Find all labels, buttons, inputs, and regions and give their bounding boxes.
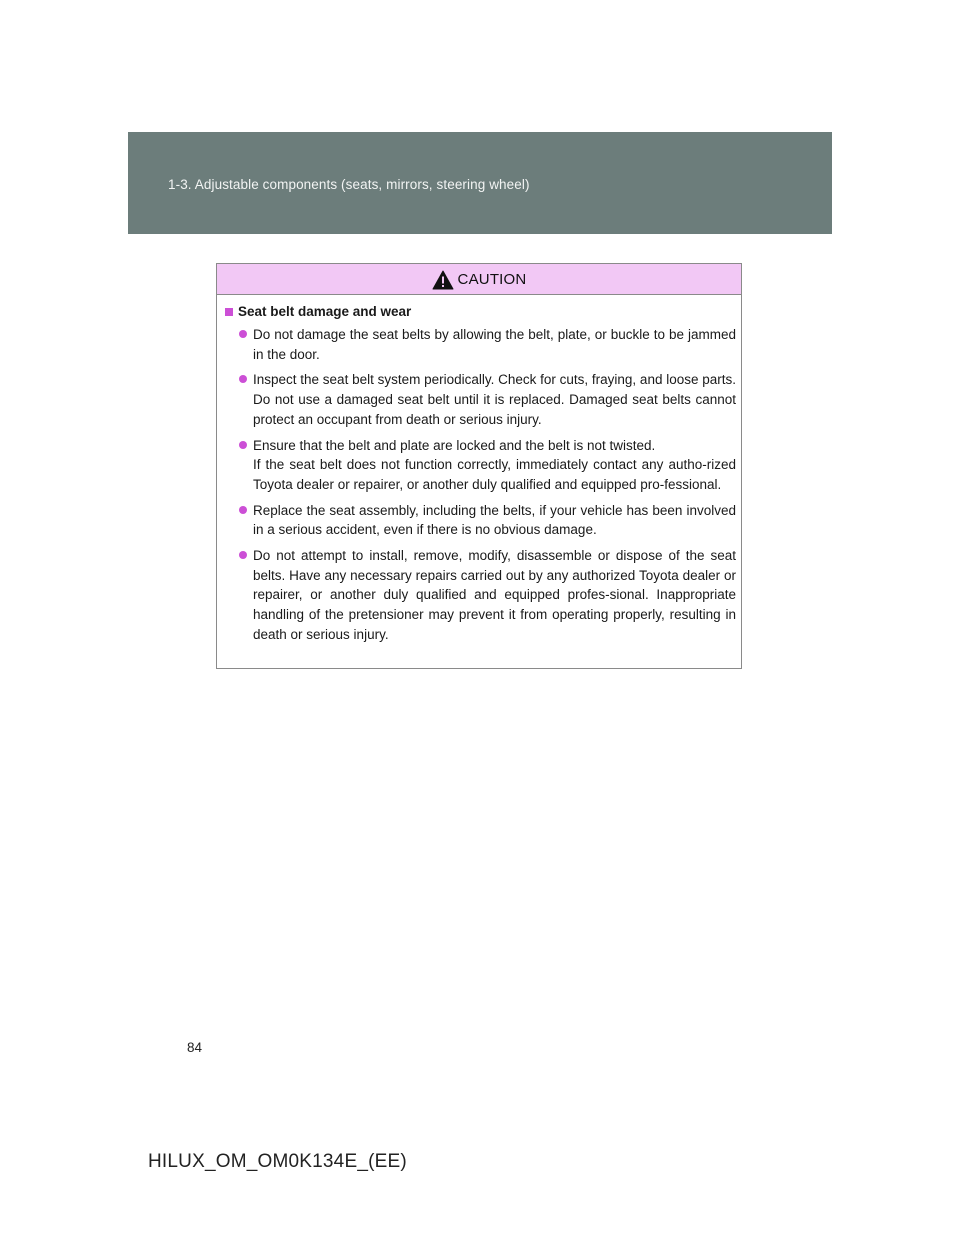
caution-body (217, 295, 741, 645)
list-item (239, 436, 736, 495)
bullet-dot-icon (239, 506, 247, 514)
list-item-text-main: Ensure that the belt and plate are locked and the belt is not twisted. (253, 437, 656, 453)
bullet-dot-icon (239, 551, 247, 559)
warning-triangle-icon (432, 270, 454, 290)
list-item (239, 501, 736, 540)
list-item (239, 546, 736, 645)
list-item-text: Do not attempt to install, remove, modify, disassemble or dispose of the seat belts. Have any necessary repairs carried out by any authorized Toyota dealer or repairer, or another duly qualified and equipped profes-sional. Inappropriate handling of the pretensioner may prevent it from operating properly, resulting in death or serious injury. (253, 548, 736, 642)
caution-box (216, 263, 742, 669)
section-header-band (128, 132, 832, 234)
list-item-text: Replace the seat assembly, including the belts, if your vehicle has been involved in a serious accident, even if there is no obvious damage. (253, 502, 736, 538)
caution-heading (225, 304, 736, 319)
list-item-text (253, 436, 736, 495)
list-item-text: Inspect the seat belt system periodically. Check for cuts, fraying, and loose parts. Do not use a damaged seat belt until it is replaced. Damaged seat belts cannot protect an occupant from death or serious injury. (253, 372, 736, 427)
bullet-dot-icon (239, 441, 247, 449)
section-title: 1-3. Adjustable components (seats, mirrors, steering wheel) (168, 177, 530, 192)
bullet-dot-icon (239, 375, 247, 383)
list-item (239, 325, 736, 364)
square-bullet-icon (225, 308, 233, 316)
caution-heading-text: Seat belt damage and wear (238, 304, 412, 319)
list-item-text-extra: If the seat belt does not function correctly, immediately contact any autho-rized Toyota dealer or repairer, or another duly qualified and equipped pro-fessional. (253, 457, 736, 492)
caution-title: CAUTION (457, 270, 527, 288)
document-code: HILUX_OM_OM0K134E_(EE) (148, 1151, 407, 1172)
page-number: 84 (187, 1040, 203, 1055)
caution-header (217, 264, 741, 295)
list-item-text: Do not damage the seat belts by allowing the belt, plate, or buckle to be jammed in the door. (253, 327, 736, 362)
bullet-dot-icon (239, 330, 247, 338)
list-item (239, 370, 736, 429)
